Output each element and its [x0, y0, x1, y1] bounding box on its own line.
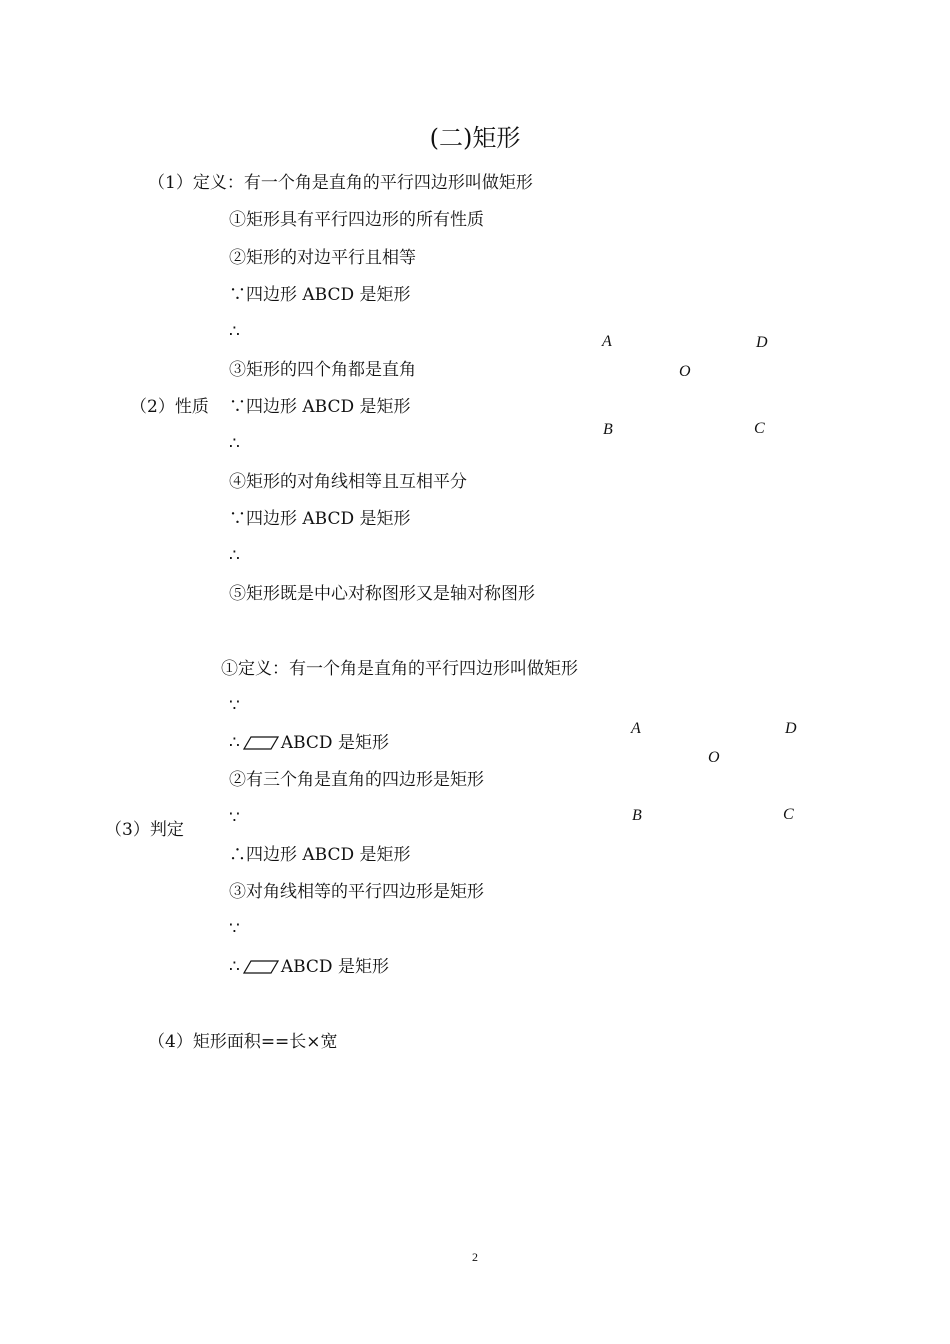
figure2-label-d: D: [785, 720, 797, 737]
property-line-4: ∴: [229, 322, 240, 342]
property-line-7: ∴: [229, 434, 240, 454]
criteria-line-3-text: ABCD 是矩形: [280, 733, 389, 753]
figure1-label-c: C: [754, 420, 765, 437]
criteria-line-4: ②有三个角是直角的四边形是矩形: [229, 770, 484, 790]
figure1-label-d: D: [756, 334, 768, 351]
property-line-6: ∵四边形 ABCD 是矩形: [229, 397, 411, 417]
criteria-line-6: ∴四边形 ABCD 是矩形: [229, 845, 411, 865]
property-line-5: ③矩形的四个角都是直角: [229, 360, 416, 380]
criteria-line-1: ①定义：有一个角是直角的平行四边形叫做矩形: [221, 659, 578, 679]
properties-label: （2）性质: [130, 397, 209, 417]
property-line-10: ∴: [229, 546, 240, 566]
property-line-11: ⑤矩形既是中心对称图形又是轴对称图形: [229, 584, 535, 604]
figure1-label-b: B: [603, 421, 613, 438]
figure2-label-c: C: [783, 806, 794, 823]
page-title: (二)矩形: [429, 124, 521, 152]
figure2-label-a: A: [631, 720, 641, 737]
criteria-line-9: [229, 956, 389, 980]
criteria-line-5: ∵: [229, 808, 240, 828]
parallelogram-icon: [243, 958, 279, 980]
property-line-8: ④矩形的对角线相等且互相平分: [229, 472, 467, 492]
criteria-line-7: ③对角线相等的平行四边形是矩形: [229, 882, 484, 902]
figure1-label-a: A: [602, 333, 612, 350]
parallelogram-icon: [243, 734, 279, 756]
property-line-2: ②矩形的对边平行且相等: [229, 248, 416, 268]
figure2-label-o: O: [708, 749, 720, 766]
page-number: 2: [472, 1250, 478, 1264]
therefore-symbol: ∴: [229, 957, 240, 977]
property-line-3: ∵四边形 ABCD 是矩形: [229, 285, 411, 305]
therefore-symbol: ∴: [229, 733, 240, 753]
definition-line: （1）定义：有一个角是直角的平行四边形叫做矩形: [148, 173, 533, 193]
area-formula: （4）矩形面积==长×宽: [148, 1032, 338, 1052]
criteria-line-3: [229, 732, 389, 756]
criteria-line-2: ∵: [229, 696, 240, 716]
property-line-9: ∵四边形 ABCD 是矩形: [229, 509, 411, 529]
figure2-label-b: B: [632, 807, 642, 824]
criteria-label: （3）判定: [105, 820, 184, 840]
figure1-label-o: O: [679, 363, 691, 380]
criteria-line-9-text: ABCD 是矩形: [280, 957, 389, 977]
property-line-1: ①矩形具有平行四边形的所有性质: [229, 210, 484, 230]
criteria-line-8: ∵: [229, 919, 240, 939]
